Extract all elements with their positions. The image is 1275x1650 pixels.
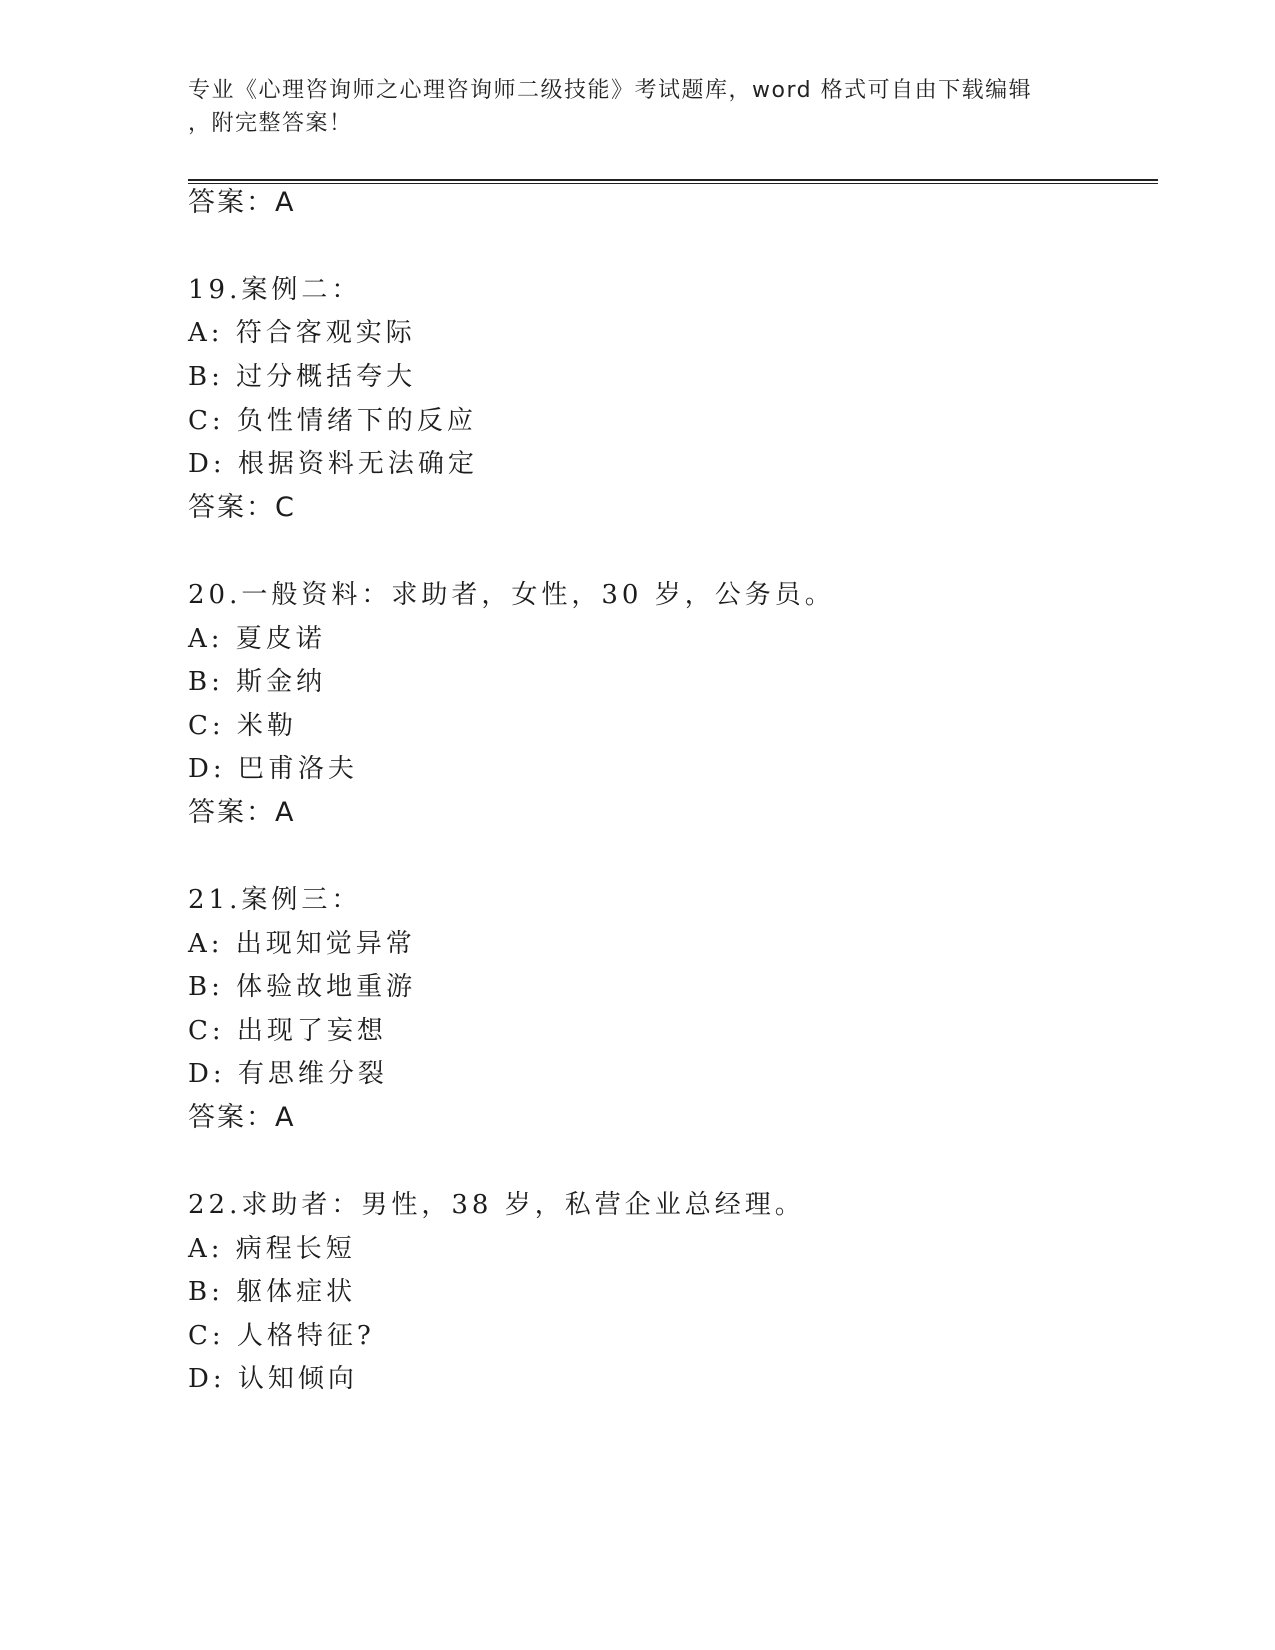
option-c: C: 负性情绪下的反应 (188, 406, 477, 436)
option-d: D: 认知倾向 (188, 1364, 358, 1394)
answer-line: 答案：A (188, 187, 296, 218)
question-stem: 20.一般资料：求助者，女性，30 岁，公务员。 (188, 580, 835, 610)
option-d: D: 根据资料无法确定 (188, 449, 478, 479)
option-a: A: 符合客观实际 (188, 318, 416, 348)
option-c: C: 人格特征? (188, 1321, 375, 1351)
answer-line: 答案：A (188, 797, 296, 828)
answer-line: 答案：A (188, 1102, 296, 1133)
option-a: A: 病程长短 (188, 1234, 356, 1264)
answer-line: 答案：C (188, 492, 296, 523)
question-stem: 21.案例三： (188, 885, 362, 915)
option-b: B: 斯金纳 (188, 667, 327, 697)
option-d: D: 巴甫洛夫 (188, 754, 358, 784)
option-c: C: 出现了妄想 (188, 1016, 387, 1046)
option-a: A: 夏皮诺 (188, 624, 326, 654)
option-d: D: 有思维分裂 (188, 1059, 388, 1089)
question-stem: 19.案例二： (188, 275, 362, 305)
header-divider (188, 179, 1158, 184)
header-title-line-cont: ，附完整答案！ (188, 111, 353, 136)
option-b: B: 过分概括夸大 (188, 362, 417, 392)
question-stem: 22.求助者：男性，38 岁，私营企业总经理。 (188, 1190, 805, 1220)
header-title-line: 专业《心理咨询师之心理咨询师二级技能》考试题库，word 格式可自由下载编辑 (188, 78, 1033, 103)
document-header (188, 74, 1088, 140)
option-a: A: 出现知觉异常 (188, 929, 416, 959)
option-b: B: 体验故地重游 (188, 972, 417, 1002)
option-b: B: 躯体症状 (188, 1277, 357, 1307)
option-c: C: 米勒 (188, 711, 297, 741)
